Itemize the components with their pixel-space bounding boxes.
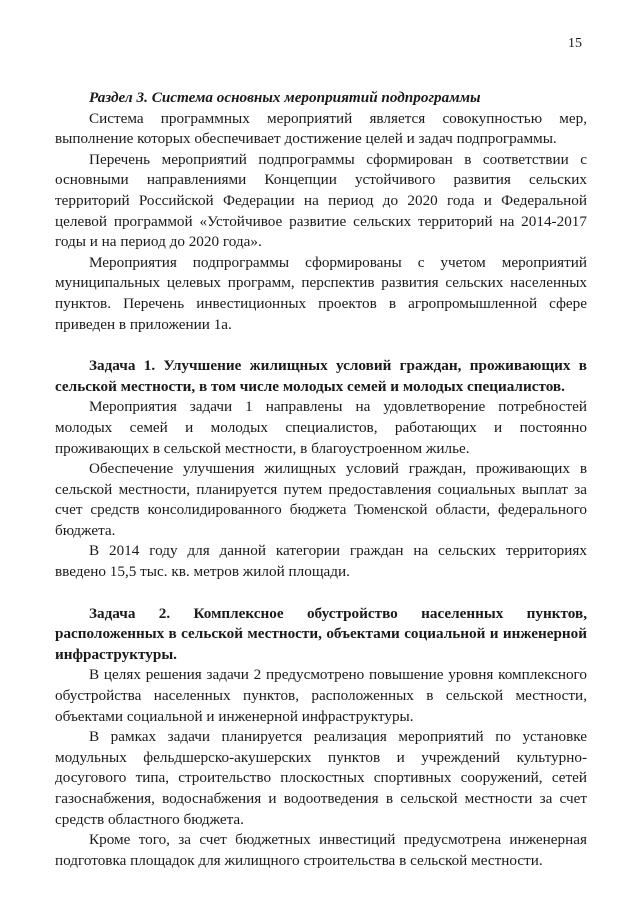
task2-paragraph: В рамках задачи планируется реализация мероприятий по установке модульных фельдшерско-акушерских пунктов и учреждений культурно-досугового типа, строительство плоскостных спортивных сооружений, сетей газоснабжения, водоснабжения и водоотведения в сельской местности за счет средств областного бюджета. [55,728,587,828]
task2-paragraph: Кроме того, за счет бюджетных инвестиций предусмотрена инженерная подготовка площадок для жилищного строительства в сельской местности. [55,831,587,869]
document-body [55,88,587,871]
task1-paragraph: В 2014 году для данной категории граждан на сельских территориях введено 15,5 тыс. кв. метров жилой площади. [55,542,587,581]
intro-paragraph: Перечень мероприятий подпрограммы сформирован в соответствии с основными направлениями Концепции устойчивого развития сельских территорий Российской Федерации на период до 2020 года и Федеральной целевой программой «Устойчивое развитие сельских территорий на 2014-2017 годы и на период до 2020 года». [55,150,587,251]
task1-title: Задача 1. Улучшение жилищных условий граждан, проживающих в сельской местности, в том числе молодых семей и молодых специалистов. [55,357,587,395]
section-title: Раздел 3. Система основных мероприятий подпрограммы [89,89,481,106]
task2-title: Задача 2. Комплексное обустройство населенных пунктов, расположенных в сельской местности, объектами социальной и инженерной инфраструктуры. [55,604,587,663]
intro-paragraph: Система программных мероприятий является совокупностью мер, выполнение которых обеспечивает достижение целей и задач подпрограммы. [55,109,587,148]
task1-paragraph: Мероприятия задачи 1 направлены на удовлетворение потребностей молодых семей и молодых специалистов, работающих и постоянно проживающих в сельской местности, в благоустроенном жилье. [55,398,587,457]
intro-paragraph: Мероприятия подпрограммы сформированы с учетом мероприятий муниципальных целевых программ, перспектив развития сельских населенных пунктов. Перечень инвестиционных проектов в агропромышленной сфере приведен в приложении 1а. [55,253,587,333]
task1-paragraph: Обеспечение улучшения жилищных условий граждан, проживающих в сельской местности, планируется путем предоставления социальных выплат за счет средств консолидированного бюджета Тюменской области, федерального бюджета. [55,460,587,539]
page-number: 15 [568,36,582,51]
task2-paragraph: В целях решения задачи 2 предусмотрено повышение уровня комплексного обустройства населенных пунктов, расположенных в сельской местности, объектами социальной и инженерной инфраструктуры. [55,666,587,725]
